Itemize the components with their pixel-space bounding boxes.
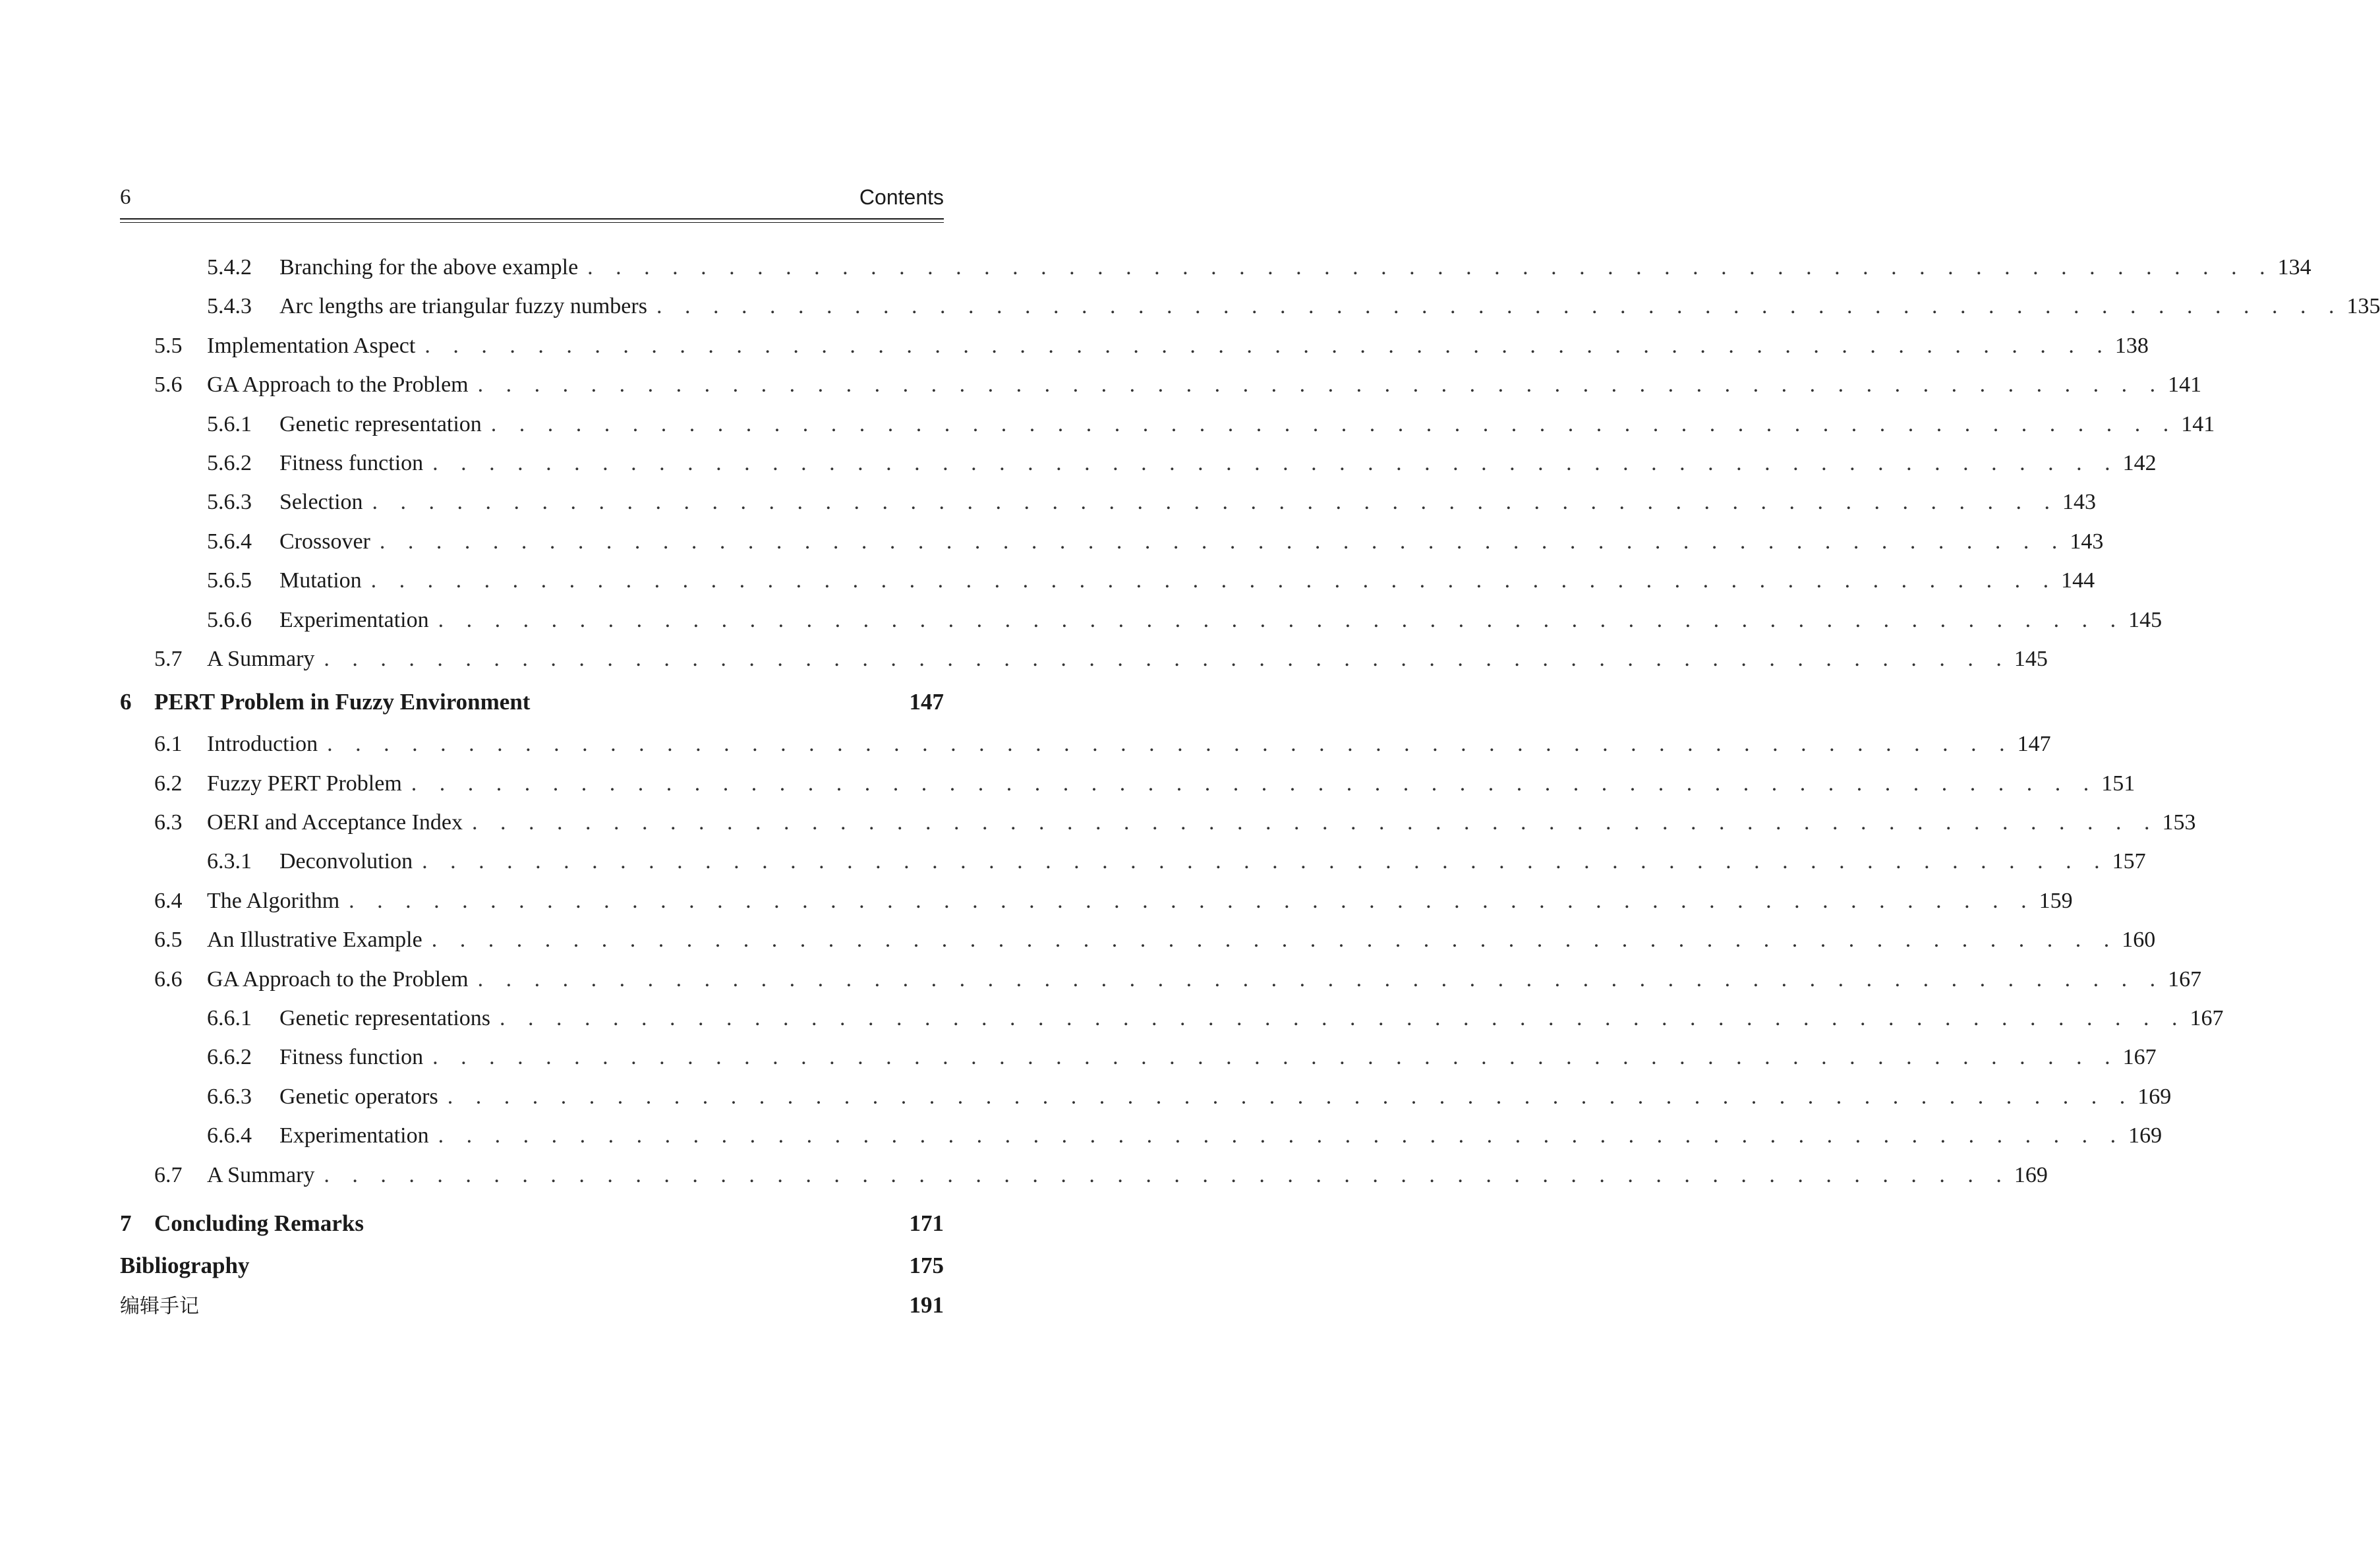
toc-entry-page: 145 [2014,646,2048,671]
toc-leader-dots: . . . . . . . . . . . . . . . . . . . . . . . . . . . . . . . . . . . . . . . . . . . . . . . . . . . . . . . . . . . . [422,849,2108,874]
toc-leader-dots: . . . . . . . . . . . . . . . . . . . . . . . . . . . . . . . . . . . . . . . . . . . . . . . . . . . . . . . . . . . . [324,646,2010,671]
toc-entry-number: 6.1 [154,732,183,757]
toc-entry [120,248,2311,287]
toc-entry [120,725,2051,763]
toc-leader-dots: . . . . . . . . . . . . . . . . . . . . . . . . . . . . . . . . . . . . . . . . . . . . . . . . . . . . . . . . . . . . [656,294,2343,319]
toc-entry [120,405,2215,444]
toc-entry-number: 5.5 [154,333,183,358]
toc-entry [120,920,2156,959]
toc-entry-title: Introduction [207,732,318,757]
toc-entry-page: 191 [909,1291,944,1318]
toc-entry-number: 5.6.2 [207,450,252,475]
toc-entry-title: Branching for the above example [279,255,579,280]
toc-entry-number: 6.5 [154,928,183,953]
toc-leader-dots: . . . . . . . . . . . . . . . . . . . . . . . . . . . . . . . . . . . . . . . . . . . . . . . . . . . . . . . . . . . . [477,372,2164,398]
toc-entry-page: 143 [2070,529,2104,554]
header-rule [120,218,944,220]
toc-entry-title: Crossover [279,529,370,554]
toc-leader-dots: . . . . . . . . . . . . . . . . . . . . . . . . . . . . . . . . . . . . . . . . . . . . . . . . . . . . . . . . . . . . [500,1006,2186,1031]
toc-entry-title: Genetic representations [279,1006,491,1031]
toc-entry-title: GA Approach to the Problem [207,372,469,398]
toc-entry-chapter [120,680,944,725]
toc-leader-dots: . . . . . . . . . . . . . . . . . . . . . . . . . . . . . . . . . . . . . . . . . . . . . . . . . . . . . . . . . . . . [431,928,2118,953]
toc-entry-unnumbered [120,1286,944,1325]
toc-entry-number: 6.6 [154,966,183,992]
toc-entry [120,842,2146,881]
toc-entry-page: 171 [909,1210,944,1236]
toc-entry-title: Deconvolution [279,849,413,874]
toc-entry-title: GA Approach to the Problem [207,966,469,992]
toc-entry-page: 141 [2168,372,2202,398]
toc-entry-number: 5.6.4 [207,529,252,554]
toc-entry-number: 5.7 [154,646,183,671]
toc-leader-dots: . . . . . . . . . . . . . . . . . . . . . . . . . . . . . . . . . . . . . . . . . . . . . . . . . . . . . . . . . . . . [438,1123,2125,1148]
toc-entry-chapter [120,1201,944,1246]
toc-entry-unnumbered [120,1246,944,1286]
toc-entry-title: Fuzzy PERT Problem [207,771,402,796]
toc-entry-number: 5.6.1 [207,411,252,436]
toc-entry-page: 147 [2017,732,2051,757]
toc-entry-number: 7 [120,1210,132,1236]
toc-entry-title: A Summary [207,646,315,671]
toc-leader-dots: . . . . . . . . . . . . . . . . . . . . . . . . . . . . . . . . . . . . . . . . . . . . . . . . . . . . . . . . . . . . [587,255,2274,280]
toc-entry-page: 157 [2112,849,2146,874]
toc-entry-title: PERT Problem in Fuzzy Environment [154,689,531,715]
toc-entry-number: 5.6.5 [207,568,252,593]
toc-entry-title: Bibliography [120,1252,250,1278]
toc-leader-dots: . . . . . . . . . . . . . . . . . . . . . . . . . . . . . . . . . . . . . . . . . . . . . . . . . . . . . . . . . . . . [324,1162,2010,1187]
toc-entry-number: 6.7 [154,1162,183,1187]
toc-entry-page: 175 [909,1252,944,1278]
toc-entry [120,803,2196,842]
toc-entry-page: 142 [2122,450,2157,475]
toc-entry-page: 153 [2162,810,2196,835]
toc-entry [120,287,2380,326]
toc-entry-title: Experimentation [279,607,429,632]
toc-entry-title: Concluding Remarks [154,1210,364,1236]
toc-entry-title: Fitness function [279,1045,424,1070]
toc-entry-page: 169 [2014,1162,2048,1187]
toc-entry [120,601,2162,639]
header-title: Contents [859,185,944,209]
toc-entry-number: 6.2 [154,771,183,796]
toc-entry-page: 138 [2114,333,2149,358]
toc-entry-title: Arc lengths are triangular fuzzy numbers [279,294,647,319]
toc-entry-title: 编辑手记 [120,1294,199,1318]
running-header [120,182,944,212]
toc-leader-dots: . . . . . . . . . . . . . . . . . . . . . . . . . . . . . . . . . . . . . . . . . . . . . . . . . . . . . . . . . . . . [411,771,2098,796]
toc-entry-page: 159 [2039,888,2073,913]
toc-leader-dots: . . . . . . . . . . . . . . . . . . . . . . . . . . . . . . . . . . . . . . . . . . . . . . . . . . . . . . . . . . . . [438,607,2125,632]
toc-leader-dots: . . . . . . . . . . . . . . . . . . . . . . . . . . . . . . . . . . . . . . . . . . . . . . . . . . . . . . . . . . . . [432,1045,2119,1070]
toc-entry-page: 143 [2062,490,2097,515]
table-of-contents [120,248,2380,1325]
toc-entry-page: 151 [2101,771,2135,796]
toc-entry-number: 6.4 [154,888,183,913]
toc-entry [120,522,2104,561]
toc-entry-number: 6.6.3 [207,1084,252,1109]
toc-leader-dots: . . . . . . . . . . . . . . . . . . . . . . . . . . . . . . . . . . . . . . . . . . . . . . . . . . . . . . . . . . . . [432,450,2119,475]
toc-leader-dots: . . . . . . . . . . . . . . . . . . . . . . . . . . . . . . . . . . . . . . . . . . . . . . . . . . . . . . . . . . . . [447,1084,2134,1109]
header-rule-thin [120,222,944,223]
toc-entry-number: 6 [120,689,132,715]
toc-entry-title: OERI and Acceptance Index [207,810,463,835]
toc-entry-number: 6.6.4 [207,1123,252,1148]
toc-entry-page: 169 [2137,1084,2172,1109]
toc-leader-dots: . . . . . . . . . . . . . . . . . . . . . . . . . . . . . . . . . . . . . . . . . . . . . . . . . . . . . . . . . . . . [327,732,2014,757]
toc-entry [120,639,2048,678]
toc-entry-title: Genetic operators [279,1084,438,1109]
toc-entry-number: 5.6.3 [207,490,252,515]
toc-entry-number: 6.6.1 [207,1006,252,1031]
toc-entry-page: 144 [2061,568,2095,593]
toc-leader-dots: . . . . . . . . . . . . . . . . . . . . . . . . . . . . . . . . . . . . . . . . . . . . . . . . . . . . . . . . . . . . [424,333,2111,358]
toc-entry-number: 6.6.2 [207,1045,252,1070]
header-page-number: 6 [120,185,131,209]
toc-entry-page: 167 [2168,966,2202,992]
toc-entry [120,365,2202,404]
toc-leader-dots: . . . . . . . . . . . . . . . . . . . . . . . . . . . . . . . . . . . . . . . . . . . . . . . . . . . . . . . . . . . . [477,966,2164,992]
toc-entry [120,881,2073,920]
toc-leader-dots: . . . . . . . . . . . . . . . . . . . . . . . . . . . . . . . . . . . . . . . . . . . . . . . . . . . . . . . . . . . . [490,411,2178,436]
toc-entry-page: 167 [2122,1045,2157,1070]
toc-entry-title: The Algorithm [207,888,340,913]
toc-entry-number: 6.3 [154,810,183,835]
toc-entry-number: 5.4.2 [207,255,252,280]
toc-entry-title: Fitness function [279,450,424,475]
toc-entry-number: 5.4.3 [207,294,252,319]
toc-entry [120,960,2202,999]
toc-entry [120,1077,2172,1116]
toc-leader-dots: . . . . . . . . . . . . . . . . . . . . . . . . . . . . . . . . . . . . . . . . . . . . . . . . . . . . . . . . . . . . [370,568,2058,593]
toc-entry-number: 6.3.1 [207,849,252,874]
toc-entry-page: 167 [2190,1006,2224,1031]
toc-entry [120,483,2097,521]
toc-leader-dots: . . . . . . . . . . . . . . . . . . . . . . . . . . . . . . . . . . . . . . . . . . . . . . . . . . . . . . . . . . . . [349,888,2035,913]
toc-entry-number: 5.6 [154,372,183,398]
toc-entry-page: 135 [2346,294,2380,319]
toc-entry-page: 134 [2277,255,2311,280]
toc-entry [120,1156,2048,1195]
toc-entry-title: Genetic representation [279,411,482,436]
toc-entry-page: 147 [909,689,944,715]
toc-entry-title: An Illustrative Example [207,928,422,953]
toc-entry-title: Implementation Aspect [207,333,416,358]
toc-leader-dots: . . . . . . . . . . . . . . . . . . . . . . . . . . . . . . . . . . . . . . . . . . . . . . . . . . . . . . . . . . . . [372,490,2059,515]
toc-entry [120,999,2224,1038]
toc-entry [120,444,2157,483]
toc-leader-dots: . . . . . . . . . . . . . . . . . . . . . . . . . . . . . . . . . . . . . . . . . . . . . . . . . . . . . . . . . . . . [379,529,2066,554]
toc-entry [120,326,2149,365]
toc-entry-page: 145 [2128,607,2162,632]
toc-entry-page: 141 [2181,411,2215,436]
toc-entry [120,764,2135,803]
toc-leader-dots: . . . . . . . . . . . . . . . . . . . . . . . . . . . . . . . . . . . . . . . . . . . . . . . . . . . . . . . . . . . . [472,810,2159,835]
toc-entry-title: Experimentation [279,1123,429,1148]
toc-entry [120,1116,2162,1155]
toc-entry [120,1038,2157,1077]
toc-entry [120,561,2095,600]
toc-entry-number: 5.6.6 [207,607,252,632]
toc-entry-title: A Summary [207,1162,315,1187]
toc-entry-page: 169 [2128,1123,2162,1148]
toc-entry-title: Selection [279,490,363,515]
toc-entry-title: Mutation [279,568,362,593]
toc-entry-page: 160 [2122,928,2156,953]
